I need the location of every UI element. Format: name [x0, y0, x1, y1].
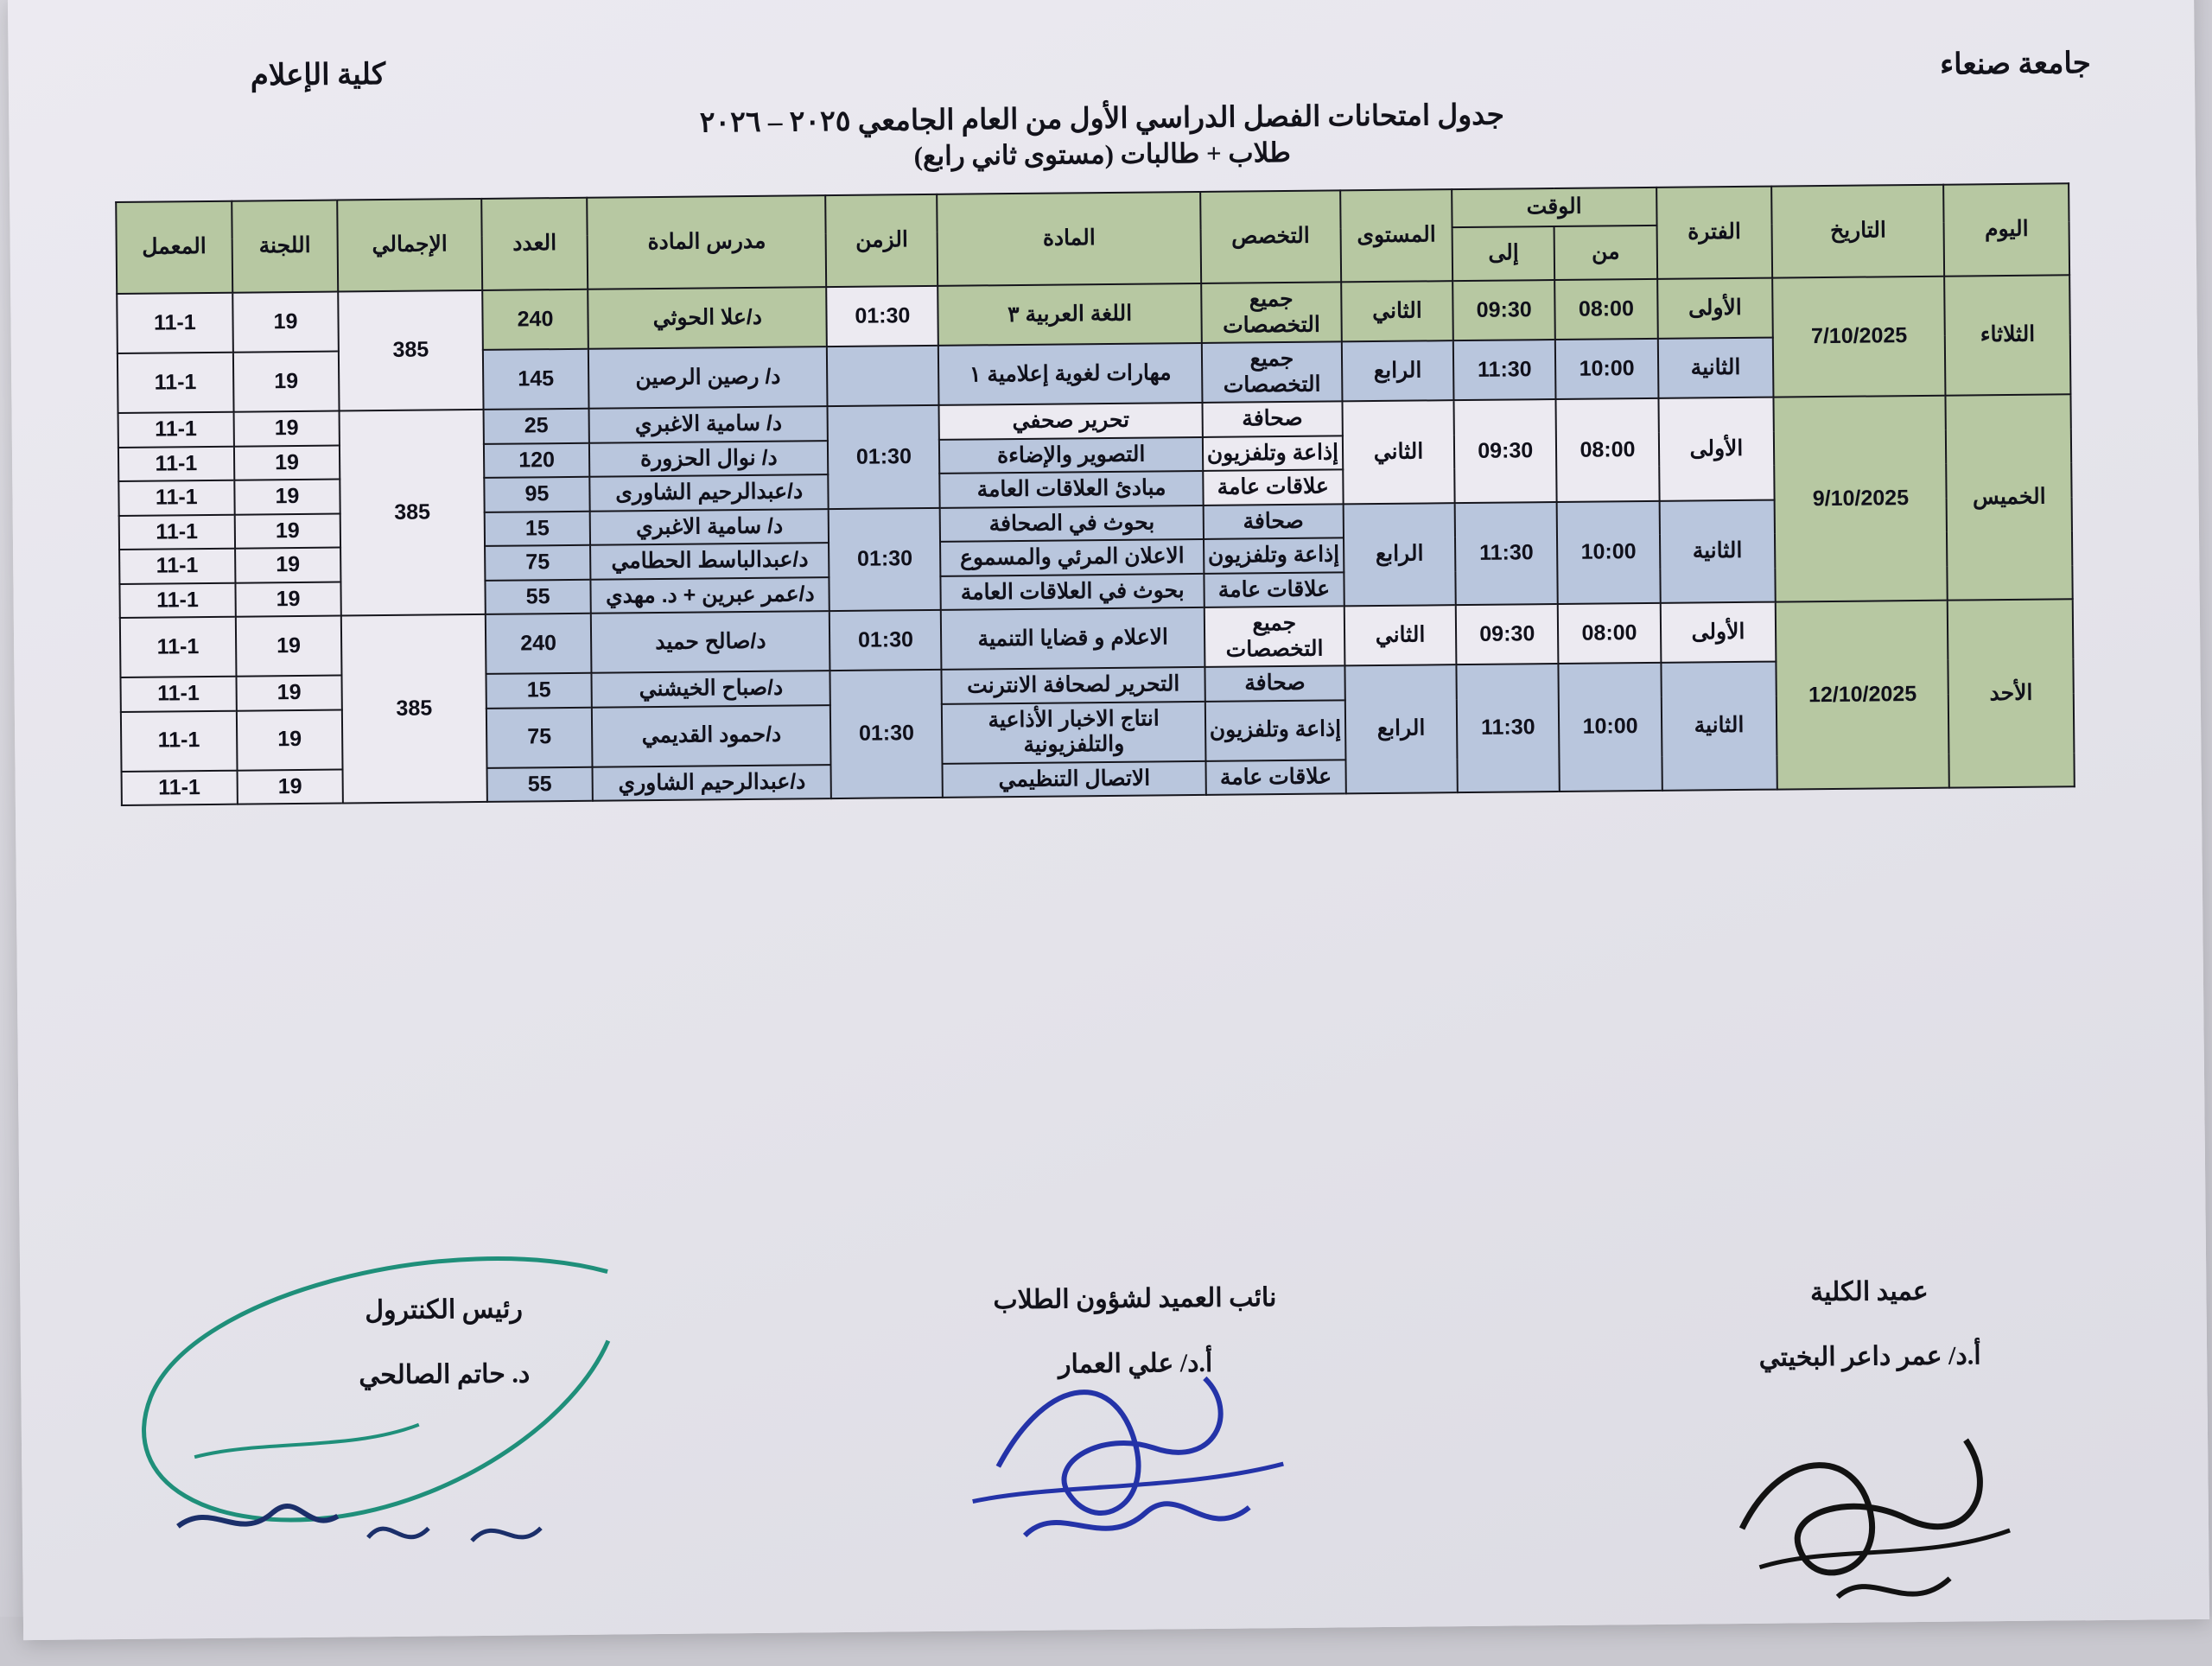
cell-day: الثلاثاء: [1945, 275, 2071, 395]
exam-schedule-table-wrapper: [115, 182, 2075, 806]
signature-role: نائب العميد لشؤون الطلاب: [993, 1283, 1277, 1315]
cell-lajna: 19: [235, 616, 341, 677]
cell-takhassus: إذاعة وتلفزيون: [1205, 700, 1346, 761]
cell-mada: بحوث في العلاقات العامة: [941, 573, 1205, 609]
cell-ijmali: 385: [341, 614, 486, 804]
signature-ink-control-head: [1706, 1387, 2071, 1650]
exam-schedule-table: [115, 182, 2075, 806]
cell-takhassus: صحافة: [1202, 401, 1342, 436]
cell-mudarris: د/عبدالرحيم الشاورى: [590, 474, 829, 511]
cell-min: 08:00: [1556, 398, 1659, 502]
cell-adad: 25: [483, 409, 589, 444]
col-header-lajna: اللجنة: [232, 200, 339, 293]
cell-lajna: 19: [235, 582, 341, 617]
cell-adad: 145: [483, 349, 589, 410]
signature-role: عميد الكلية: [1809, 1276, 1929, 1307]
cell-takhassus: علاقات عامة: [1205, 760, 1345, 795]
cell-mudarris: د/حمود القديمي: [592, 705, 831, 767]
cell-mustawa: الثاني: [1342, 400, 1454, 504]
signature-control-head: [236, 1293, 652, 1392]
col-header-mustawa: المستوى: [1340, 189, 1452, 282]
cell-mudarris: د/عبدالباسط الحطامي: [590, 543, 829, 579]
faculty-name: كلية الإعلام: [250, 58, 386, 92]
university-name: جامعة صنعاء: [1939, 48, 2091, 81]
cell-takhassus: إذاعة وتلفزيون: [1204, 537, 1344, 573]
cell-lajna: 19: [235, 548, 341, 583]
cell-fatra: الثانية: [1659, 499, 1776, 603]
cell-min: 08:00: [1558, 603, 1661, 664]
col-header-takhassus: التخصص: [1200, 190, 1341, 283]
cell-zaman: 01:30: [826, 286, 938, 347]
cell-min: 10:00: [1555, 339, 1658, 399]
cell-lajna: 19: [234, 513, 340, 549]
cell-mudarris: د/علا الحوثي: [588, 287, 828, 349]
cell-mada: مهارات لغوية إعلامية ١: [938, 343, 1202, 405]
signature-vice-dean: [910, 1281, 1360, 1381]
cell-date: 9/10/2025: [1774, 396, 1948, 602]
cell-mudarris: د/عبدالرحيم الشاوري: [593, 765, 831, 801]
cell-takhassus: جميع التخصصات: [1205, 606, 1345, 667]
col-header-adad: العدد: [481, 198, 588, 290]
cell-mudarris: د/ سامية الاغبري: [590, 509, 829, 545]
cell-mamal: 11-1: [119, 582, 235, 618]
cell-mada: انتاج الاخبار الأذاعية والتلفزيونية: [942, 701, 1205, 763]
cell-mamal: 11-1: [118, 353, 233, 413]
cell-lajna: 19: [236, 676, 342, 711]
cell-adad: 15: [484, 511, 590, 546]
cell-mustawa: الثاني: [1344, 605, 1457, 665]
col-header-mada: المادة: [938, 192, 1201, 286]
cell-day: الخميس: [1946, 394, 2073, 600]
cell-mustawa: الثاني: [1341, 281, 1453, 341]
cell-ila: 11:30: [1455, 502, 1558, 606]
cell-mamal: 11-1: [120, 617, 236, 677]
cell-mamal: 11-1: [117, 293, 232, 353]
cell-takhassus: علاقات عامة: [1203, 469, 1343, 505]
cell-adad: 240: [482, 289, 588, 350]
cell-adad: 55: [486, 766, 593, 802]
cell-mudarris: د/ سامية الاغبري: [589, 406, 828, 442]
cell-date: 12/10/2025: [1776, 601, 1949, 790]
cell-lajna: 19: [237, 769, 343, 804]
cell-takhassus: صحافة: [1205, 665, 1344, 701]
cell-min: 08:00: [1555, 279, 1658, 340]
cell-fatra: الأولى: [1660, 602, 1776, 663]
cell-adad: 95: [484, 477, 590, 512]
cell-mada: التصوير والإضاءة: [939, 436, 1203, 473]
cell-mamal: 11-1: [118, 446, 234, 481]
cell-zaman: 01:30: [830, 610, 942, 671]
cell-zaman: 01:30: [829, 507, 941, 611]
cell-mamal: 11-1: [120, 677, 236, 712]
cell-takhassus: جميع التخصصات: [1201, 282, 1342, 343]
col-header-waqt: الوقت: [1452, 188, 1656, 227]
cell-adad: 240: [486, 614, 592, 674]
cell-mudarris: د/عمر عبرين + د. مهدي: [591, 577, 830, 614]
cell-fatra: الأولى: [1657, 278, 1773, 339]
page-title: [9, 92, 2196, 183]
cell-lajna: 19: [234, 480, 340, 515]
cell-mada: بحوث في الصحافة: [940, 505, 1204, 541]
cell-mudarris: د/ رصين الرصين: [588, 347, 828, 409]
cell-ijmali: 385: [340, 410, 486, 616]
cell-mada: مبادئ العلاقات العامة: [940, 471, 1204, 507]
cell-mudarris: د/صباح الخيشني: [592, 671, 830, 707]
cell-lajna: 19: [233, 352, 340, 412]
cell-fatra: الأولى: [1658, 397, 1775, 501]
cell-mada: تحرير صحفي: [939, 403, 1203, 439]
col-header-fatra: الفترة: [1656, 187, 1773, 279]
cell-mamal: 11-1: [119, 514, 235, 550]
cell-lajna: 19: [232, 292, 339, 353]
col-header-tarikh: التاريخ: [1771, 185, 1944, 278]
cell-mamal: 11-1: [118, 412, 234, 448]
col-header-yom: اليوم: [1944, 183, 2070, 276]
cell-mustawa: الرابع: [1344, 503, 1456, 607]
cell-mada: الاعلام و قضايا التنمية: [941, 607, 1205, 670]
paper-sheet: [8, 0, 2209, 1640]
cell-mustawa: الرابع: [1344, 664, 1458, 793]
cell-mamal: 11-1: [122, 770, 238, 805]
cell-mada: التحرير لصحافة الانترنت: [942, 667, 1205, 703]
cell-ila: 11:30: [1453, 340, 1556, 400]
signature-role: رئيس الكنترول: [365, 1294, 523, 1326]
cell-adad: 55: [485, 579, 591, 614]
cell-min: 10:00: [1557, 500, 1660, 604]
cell-ijmali: 385: [338, 290, 483, 411]
cell-adad: 120: [484, 442, 590, 478]
cell-mudarris: د/صالح حميد: [591, 611, 830, 673]
cell-mustawa: الرابع: [1342, 340, 1454, 401]
cell-ila: 09:30: [1456, 604, 1559, 664]
cell-mada: الاعلان المرئي والمسموع: [940, 539, 1204, 575]
signature-name: أ.د/ علي العمار: [1058, 1348, 1213, 1379]
cell-day: الأحد: [1948, 599, 2075, 787]
title-line-1: جدول امتحانات الفصل الدراسي الأول من العام الجامعي ٢٠٢٥ – ٢٠٢٦: [699, 99, 1505, 139]
cell-ila: 09:30: [1454, 399, 1557, 503]
title-line-2: طلاب + طالبات (مستوى ثاني رابع): [913, 137, 1291, 172]
cell-adad: 15: [486, 673, 592, 709]
signature-ink-dean: [89, 1236, 715, 1605]
cell-takhassus: جميع التخصصات: [1202, 341, 1343, 403]
cell-mamal: 11-1: [119, 549, 235, 584]
col-header-min: من: [1554, 226, 1657, 280]
cell-mada: الاتصال التنظيمي: [943, 760, 1206, 797]
signature-name: د. حاتم الصالحي: [359, 1359, 531, 1390]
col-header-mamal: المعمل: [116, 201, 232, 294]
cell-mudarris: د/ نوال الحزورة: [589, 441, 828, 477]
signature-dean: [1688, 1275, 2051, 1374]
cell-mamal: 11-1: [121, 710, 237, 771]
signature-name: أ.د/ عمر داعر البخيتي: [1758, 1341, 1981, 1372]
col-header-mudarris: مدرس المادة: [588, 195, 827, 289]
cell-zaman: 01:30: [830, 670, 944, 798]
cell-takhassus: صحافة: [1203, 504, 1343, 539]
cell-min: 10:00: [1559, 663, 1662, 792]
cell-mada: اللغة العربية ٣: [938, 283, 1202, 346]
table-body: [117, 275, 2075, 805]
col-header-ijmali: الإجمالي: [337, 199, 481, 292]
col-header-zaman: الزمن: [825, 194, 938, 287]
cell-zaman: 01:30: [828, 405, 940, 509]
cell-mamal: 11-1: [118, 480, 234, 516]
cell-lajna: 19: [237, 709, 343, 770]
cell-adad: 75: [485, 545, 591, 581]
cell-ila: 09:30: [1452, 280, 1555, 340]
cell-fatra: الثانية: [1657, 338, 1773, 398]
cell-zaman: [827, 346, 939, 406]
cell-lajna: 19: [234, 445, 340, 480]
cell-adad: 75: [486, 707, 593, 767]
cell-takhassus: علاقات عامة: [1204, 572, 1344, 607]
cell-lajna: 19: [233, 411, 340, 447]
cell-date: 7/10/2025: [1772, 277, 1946, 397]
col-header-ila: إلى: [1452, 226, 1555, 281]
cell-fatra: الثانية: [1661, 662, 1777, 791]
cell-ila: 11:30: [1457, 664, 1560, 792]
cell-takhassus: إذاعة وتلفزيون: [1203, 436, 1343, 471]
